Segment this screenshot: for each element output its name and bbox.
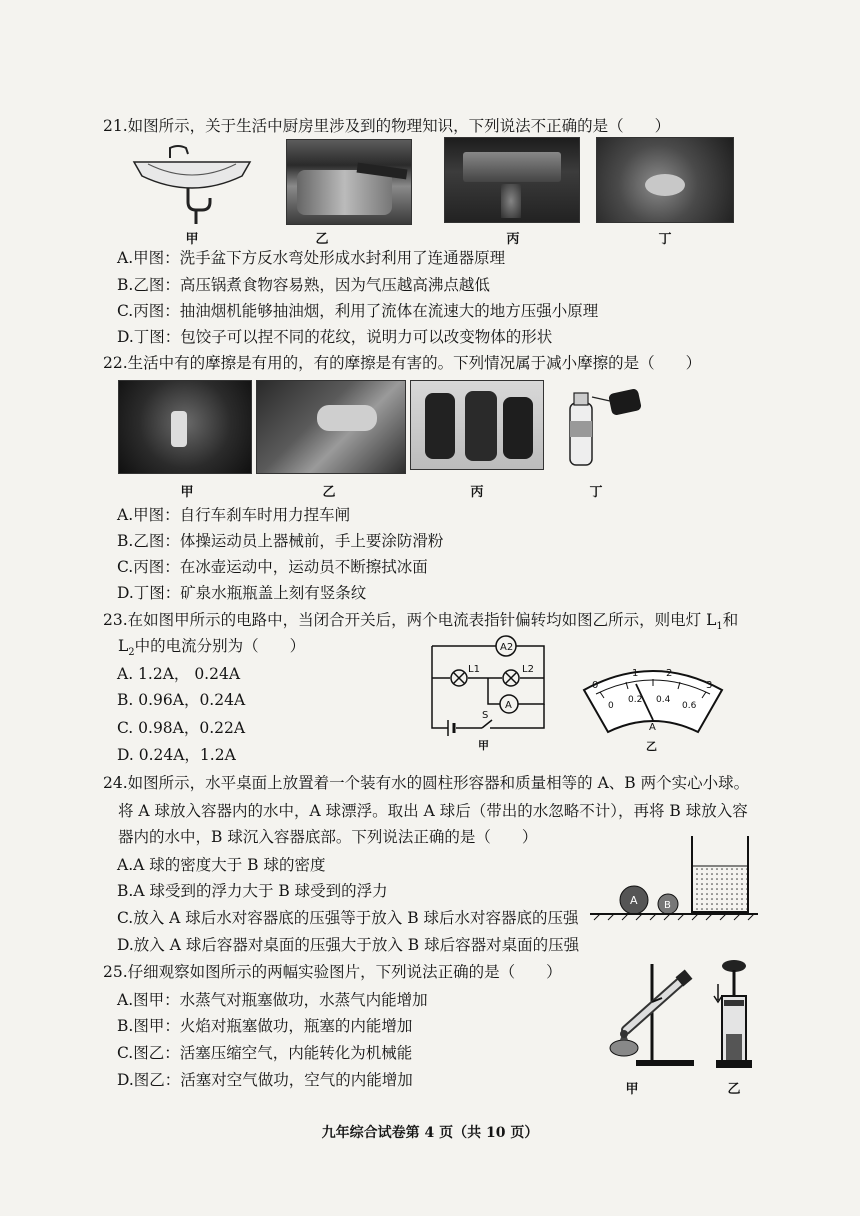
q23-option-a[interactable]: A. 1.2A， 0.24A: [117, 665, 241, 683]
q23-dial-top-1: 1: [632, 668, 639, 679]
q22-stem: 22.生活中有的摩擦是有用的，有的摩擦是有害的。下列情况属于减小摩擦的是（ ）: [103, 354, 702, 372]
q23-circuit-caption: 甲: [478, 739, 489, 752]
q21-caption-bing: 丙: [506, 232, 520, 247]
q23-dial-bottom-2: 0.4: [656, 695, 671, 705]
q22-option-a[interactable]: A.甲图：自行车刹车时用力捏车闸: [117, 506, 351, 524]
q23-dial-top-2: 2: [666, 668, 673, 679]
q23-dial-top-0: 0: [592, 680, 599, 691]
q25-option-d[interactable]: D.图乙：活塞对空气做功，空气的内能增加: [117, 1071, 413, 1089]
q22-image-curling: [410, 380, 544, 470]
q22-caption-bing: 丙: [470, 485, 484, 500]
q23-option-d[interactable]: D. 0.24A，1.2A: [117, 746, 236, 764]
q22-image-gymnast-chalk: [256, 380, 406, 474]
q21-option-a[interactable]: A.甲图：洗手盆下方反水弯处形成水封利用了连通器原理: [117, 249, 506, 267]
q23-stem-line2: $L_2$中的电流分别为（ ）: [118, 637, 306, 659]
q23-dial-unit: A: [649, 722, 656, 733]
q25-option-c[interactable]: C.图乙：活塞压缩空气，内能转化为机械能: [117, 1044, 413, 1062]
q23-dial-bottom-1: 0.2: [628, 695, 643, 705]
q22-caption-yi: 乙: [322, 485, 336, 500]
q23-circuit-diagram: [420, 632, 560, 756]
q24-option-c[interactable]: C.放入 A 球后水对容器底的压强等于放入 B 球后水对容器底的压强: [117, 909, 579, 927]
q22-image-bicycle-brake: [118, 380, 252, 474]
q24-ball-b-label: B: [664, 900, 671, 911]
q24-stem-line3: 器内的水中，B 球沉入容器底部。下列说法正确的是（ ）: [118, 828, 538, 846]
q25-figure-jia-test-tube: [600, 958, 700, 1078]
q22-caption-ding: 丁: [589, 485, 603, 500]
q23-option-b[interactable]: B. 0.96A，0.24A: [117, 691, 246, 709]
q25-option-a[interactable]: A.图甲：水蒸气对瓶塞做功，水蒸气内能增加: [117, 991, 428, 1009]
q21-caption-ding: 丁: [658, 232, 672, 247]
q23-lamp-l1-label: L1: [468, 664, 480, 675]
q22-option-b[interactable]: B.乙图：体操运动员上器械前，手上要涂防滑粉: [117, 532, 444, 550]
q24-option-b[interactable]: B.A 球受到的浮力大于 B 球受到的浮力: [117, 882, 388, 900]
q23-option-c[interactable]: C. 0.98A，0.22A: [117, 719, 246, 737]
q22-option-c[interactable]: C.丙图：在冰壶运动中，运动员不断擦拭冰面: [117, 558, 428, 576]
q23-dial-bottom-3: 0.6: [682, 701, 697, 711]
q23-ammeter-a-label: A: [505, 700, 512, 711]
q21-caption-jia: 甲: [185, 232, 199, 247]
q21-option-d[interactable]: D.丁图：包饺子可以捏不同的花纹，说明力可以改变物体的形状: [117, 328, 553, 346]
q23-dial-top-3: 3: [706, 680, 713, 691]
q24-stem-line1: 24.如图所示，水平桌面上放置着一个装有水的圆柱形容器和质量相等的 A、B 两个实心小球。: [103, 774, 750, 792]
q25-option-b[interactable]: B.图甲：火焰对瓶塞做功，瓶塞的内能增加: [117, 1017, 413, 1035]
page-footer: 九年综合试卷第 4 页（共 10 页）: [321, 1125, 539, 1141]
q21-image-range-hood: [444, 137, 580, 223]
q25-figure-yi-piston: [712, 956, 756, 1072]
q23-switch-label: S: [482, 710, 489, 721]
q21-option-c[interactable]: C.丙图：抽油烟机能够抽油烟，利用了流体在流速大的地方压强小原理: [117, 302, 599, 320]
q23-lamp-l2-label: L2: [522, 664, 534, 675]
q24-ball-a-label: A: [630, 894, 638, 907]
q25-stem: 25.仔细观察如图所示的两幅实验图片，下列说法正确的是（ ）: [103, 963, 562, 981]
q21-option-b[interactable]: B.乙图：高压锅煮食物容易熟，因为气压越高沸点越低: [117, 276, 490, 294]
q22-caption-jia: 甲: [180, 485, 194, 500]
q23-dial-bottom-0: 0: [608, 701, 614, 711]
q21-stem: 21.如图所示，关于生活中厨房里涉及到的物理知识，下列说法不正确的是（ ）: [103, 117, 671, 135]
q23-stem-line1: 23.在如图甲所示的电路中，当闭合开关后，两个电流表指针偏转均如图乙所示，则电灯 $L_1$和: [103, 611, 739, 633]
q23-ammeter-dial: [578, 660, 728, 758]
q25-caption-jia: 甲: [625, 1082, 639, 1097]
q22-image-water-bottle: [562, 385, 646, 469]
q21-image-sink: [130, 140, 254, 226]
q21-image-pressure-cooker: [286, 139, 412, 225]
q23-ammeter-a2-label: A2: [500, 642, 514, 653]
q21-image-dumplings: [596, 137, 734, 223]
q24-container-balls-figure: [590, 832, 760, 922]
q24-option-d[interactable]: D.放入 A 球后容器对桌面的压强大于放入 B 球后容器对桌面的压强: [117, 936, 580, 954]
q23-dial-caption: 乙: [646, 740, 657, 753]
q25-caption-yi: 乙: [727, 1082, 741, 1097]
q24-option-a[interactable]: A.A 球的密度大于 B 球的密度: [117, 856, 326, 874]
q21-caption-yi: 乙: [315, 232, 329, 247]
q24-stem-line2: 将 A 球放入容器内的水中，A 球漂浮。取出 A 球后（带出的水忽略不计），再将 B 球放入容: [118, 802, 748, 820]
q22-option-d[interactable]: D.丁图：矿泉水瓶瓶盖上刻有竖条纹: [117, 584, 367, 602]
